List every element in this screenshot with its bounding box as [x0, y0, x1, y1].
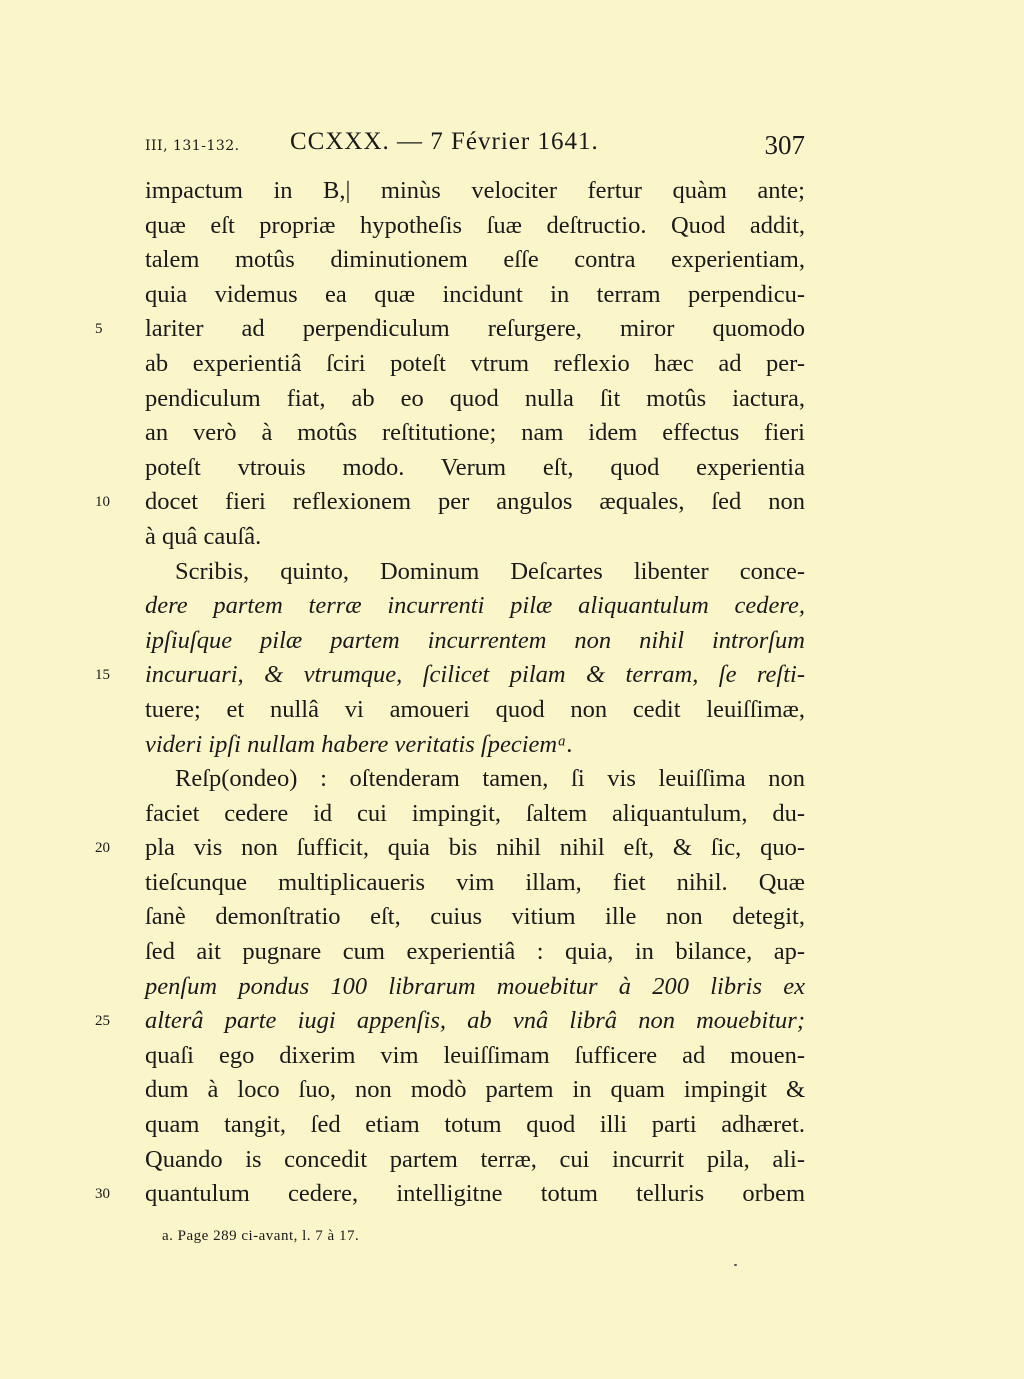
text-line	[145, 1108, 805, 1143]
line-number: 5	[95, 321, 103, 338]
line-text: penſum pondus 100 librarum mouebitur à 200 libris ex	[145, 972, 805, 1000]
line-text: quæ eſt propriæ hypotheſis ſuæ deſtructio. Quod addit,	[145, 211, 805, 239]
text-line	[145, 1073, 805, 1108]
line-text: docet fieri reflexionem per angulos æquales, ſed non	[145, 488, 805, 516]
text-line	[145, 970, 805, 1005]
line-text: impactum in B,| minùs velociter fertur quàm ante;	[145, 177, 805, 204]
running-header	[145, 128, 805, 168]
text-line	[145, 624, 805, 659]
text-line	[145, 555, 805, 590]
line-text: tieſcunque multiplicaueris vim illam, fiet nihil. Quæ	[145, 868, 805, 896]
text-line	[95, 312, 805, 347]
text-line	[145, 1039, 805, 1074]
text-line	[95, 658, 805, 693]
text-line	[95, 1004, 805, 1039]
line-text: ab experientiâ ſciri poteſt vtrum reflexio hæc ad per-	[145, 349, 805, 377]
line-number: 10	[95, 494, 110, 511]
line-text: videri ipſi nullam habere veritatis ſpeciemᵃ.	[145, 730, 573, 758]
text-line	[145, 416, 805, 451]
line-text: tuere; et nullâ vi amoueri quod non cedit leuiſſimæ,	[145, 695, 805, 723]
line-text: dere partem terræ incurrenti pilæ aliquantulum cedere,	[145, 592, 805, 620]
text-line	[145, 451, 805, 486]
text-line	[145, 935, 805, 970]
text-line	[145, 900, 805, 935]
line-text: lariter ad perpendiculum reſurgere, miror quomodo	[145, 315, 805, 343]
body-text	[95, 174, 805, 1212]
line-number: 30	[95, 1186, 110, 1203]
line-text: faciet cedere id cui impingit, ſaltem aliquantulum, du-	[145, 799, 805, 827]
line-text: poteſt vtrouis modo. Verum eſt, quod experientia	[145, 453, 805, 481]
line-text: dum à loco ſuo, non modò partem in quam impingit &	[145, 1076, 805, 1104]
text-line	[145, 278, 805, 313]
text-line	[95, 1177, 805, 1212]
volume-reference: III, 131-132.	[145, 138, 240, 154]
line-text: ſed ait pugnare cum experientiâ : quia, in bilance, ap-	[145, 938, 805, 966]
line-text: pendiculum fiat, ab eo quod nulla ſit motûs iactura,	[145, 384, 805, 412]
line-text: quantulum cedere, intelligitne totum telluris orbem	[145, 1180, 805, 1208]
text-line	[145, 762, 805, 797]
line-text: ſanè demonſtratio eſt, cuius vitium ille non detegit,	[145, 903, 805, 931]
line-text: quam tangit, ſed etiam totum quod illi parti adhæret.	[145, 1111, 805, 1139]
line-text: alterâ parte iugi appenſis, ab vnâ librâ non mouebitur;	[145, 1007, 805, 1035]
line-text: an verò à motûs reſtitutione; nam idem effectus fieri	[145, 419, 805, 447]
line-text: talem motûs diminutionem eſſe contra experientiam,	[145, 246, 805, 274]
text-line	[145, 1143, 805, 1178]
text-line	[145, 243, 805, 278]
text-line	[145, 589, 805, 624]
line-number: 25	[95, 1013, 110, 1030]
line-text: quia videmus ea quæ incidunt in terram perpendicu-	[145, 280, 805, 308]
line-text: Scribis, quinto, Dominum Deſcartes libenter conce-	[175, 557, 805, 585]
line-text: Quando is concedit partem terræ, cui incurrit pila, ali-	[145, 1145, 805, 1173]
text-line	[145, 797, 805, 832]
line-text: Reſp(ondeo) : oſtenderam tamen, ſi vis leuiſſima non	[175, 765, 805, 793]
text-line	[145, 347, 805, 382]
text-line	[145, 382, 805, 417]
text-line	[145, 174, 805, 209]
line-text: à quâ cauſâ.	[145, 522, 262, 550]
line-text: ipſiuſque pilæ partem incurrentem non nihil introrſum	[145, 626, 805, 654]
text-line	[145, 693, 805, 728]
text-line	[95, 485, 805, 520]
footnote: a. Page 289 ci-avant, l. 7 à 17.	[162, 1228, 360, 1244]
line-number: 20	[95, 840, 110, 857]
print-speck	[734, 1264, 737, 1266]
line-text: quaſi ego dixerim vim leuiſſimam ſufficere ad mouen-	[145, 1041, 805, 1069]
text-line	[95, 831, 805, 866]
text-line	[145, 520, 805, 555]
letter-title: CCXXX. — 7 Février 1641.	[290, 128, 599, 155]
page-number: 307	[764, 130, 805, 160]
line-text: incuruari, & vtrumque, ſcilicet pilam & terram, ſe reſti-	[145, 661, 805, 689]
line-number: 15	[95, 667, 110, 684]
text-line	[145, 728, 805, 763]
text-line	[145, 209, 805, 244]
line-text: pla vis non ſufficit, quia bis nihil nihil eſt, & ſic, quo-	[145, 834, 805, 862]
text-line	[145, 866, 805, 901]
